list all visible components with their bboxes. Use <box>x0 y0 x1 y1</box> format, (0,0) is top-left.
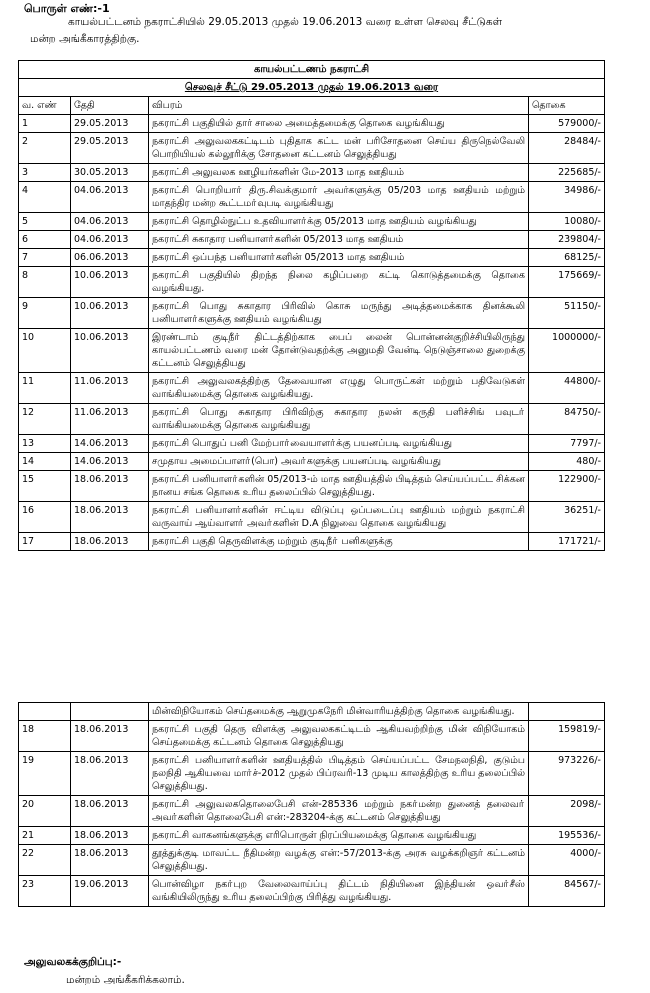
details-cell: நகராட்சி பகுதியில் தார் சாலை அமைத்தமைக்கு தொகை வழங்கியது <box>149 115 529 133</box>
serial-cell: 16 <box>19 502 71 533</box>
serial-cell: 8 <box>19 267 71 298</box>
date-cell: 18.06.2013 <box>71 533 149 551</box>
date-cell: 18.06.2013 <box>71 721 149 752</box>
details-cell: நகராட்சி பகுதி தெரு விளக்கு அலுவலககட்டிடம் ஆகியவற்றிற்கு மின் விநியோகம் செய்தமைக்கு கட்டனம் தொகை செலுத்தியது <box>149 721 529 752</box>
amount-cell: 973226/- <box>529 752 605 796</box>
serial-cell: 6 <box>19 231 71 249</box>
date-cell: 18.06.2013 <box>71 471 149 502</box>
table-row <box>19 298 605 329</box>
table-row <box>19 435 605 453</box>
office-note-label: அலுவலகக்குறிப்பு:- <box>24 956 122 968</box>
expense-table <box>18 60 605 551</box>
serial-cell: 23 <box>19 876 71 907</box>
date-cell: 18.06.2013 <box>71 796 149 827</box>
date-cell: 10.06.2013 <box>71 298 149 329</box>
amount-cell: 579000/- <box>529 115 605 133</box>
amount-cell: 28484/- <box>529 133 605 164</box>
details-cell: சமுதாய அமைப்பாளா்(பொ) அவா்களுக்கு பயனப்படி வழங்கியது <box>149 453 529 471</box>
amount-cell: 239804/- <box>529 231 605 249</box>
amount-cell: 480/- <box>529 453 605 471</box>
serial-cell: 5 <box>19 213 71 231</box>
date-cell: 30.05.2013 <box>71 164 149 182</box>
table-row <box>19 845 605 876</box>
serial-cell: 19 <box>19 752 71 796</box>
table-row <box>19 404 605 435</box>
serial-cell: 21 <box>19 827 71 845</box>
subject-text <box>30 14 610 48</box>
details-cell: நகராட்சி ஒப்பந்த பனியாளா்களின் 05/2013 மாத ஊதியம் <box>149 249 529 267</box>
details-cell: நகராட்சி பொது சுகாதார பிரிவிற்கு சுகாதார நலன் கருதி பளிச்சிங் பவுடா் வாங்கியமைக்கு தொகை வழங்கியது <box>149 404 529 435</box>
details-cell: தூத்துக்குடி மாவட்ட நீதிமன்ற வழக்கு என்:-57/2013-க்கு அரசு வழக்கறிஞர் கட்டனம் செலுத்தியது. <box>149 845 529 876</box>
amount-cell: 2098/- <box>529 796 605 827</box>
subject-line-1: காயல்பட்டனம் நகராட்சியில் 29.05.2013 முதல் 19.06.2013 வரை உள்ள செலவு சீட்டுகள் <box>68 16 503 28</box>
details-cell: நகராட்சி பனியாளா்களின் ஈட்டிய விடுப்பு ஒப்படைப்பு ஊதியம் மற்றும் நகராட்சி வருவாய் ஆய்வாளா் அவா்களின் D.A நிலுவை தொகை வழங்கியது <box>149 502 529 533</box>
serial-cell: 3 <box>19 164 71 182</box>
table-row <box>19 453 605 471</box>
table-title: காயல்பட்டணம் நகராட்சி <box>19 61 605 79</box>
expense-table-continued <box>18 702 605 907</box>
table-row <box>19 133 605 164</box>
amount-cell: 44800/- <box>529 373 605 404</box>
column-header-serial: வ. எண் <box>19 97 71 115</box>
table-row <box>19 876 605 907</box>
amount-cell: 1000000/- <box>529 329 605 373</box>
date-cell: 04.06.2013 <box>71 213 149 231</box>
column-header-details: விபரம் <box>149 97 529 115</box>
table-row <box>19 329 605 373</box>
details-cell: பொன்விழா நகா்புற வேலைவாய்ப்பு திட்டம் நிதியினை இந்தியன் ஒவா்சீஸ் வங்கியிலிருந்து உரிய தலைப்பிற்கு பிரித்து வழங்கியது. <box>149 876 529 907</box>
table-row <box>19 115 605 133</box>
details-cell: நகராட்சி அலுவலககட்டிடம் புதிதாக கட்ட மன் பரிசோதனை செய்ய திருநெல்வேலி பொறியியல் கல்லூரிக்கு சோதனை கட்டனம் செலுத்தியது <box>149 133 529 164</box>
expense-table-continued-body <box>19 703 605 907</box>
date-cell: 04.06.2013 <box>71 182 149 213</box>
office-note-text: மன்றம் அங்கீகரிக்கலாம். <box>66 974 185 986</box>
serial-cell: 10 <box>19 329 71 373</box>
amount-cell: 34986/- <box>529 182 605 213</box>
date-cell: 18.06.2013 <box>71 752 149 796</box>
table-row-continuation <box>19 703 605 721</box>
amount-cell: 4000/- <box>529 845 605 876</box>
serial-cell: 20 <box>19 796 71 827</box>
date-cell: 10.06.2013 <box>71 329 149 373</box>
details-cell: நகராட்சி பனியாளா்களின் 05/2013-ம் மாத ஊதியத்தில் பிடித்தம் செய்யப்பட்ட சிக்கன நானய சங்க தொகை உரிய தலைப்பில் செலுத்தியது. <box>149 471 529 502</box>
details-cell: நகராட்சி சுகாதார பனியாளா்களின் 05/2013 மாத ஊதியம் <box>149 231 529 249</box>
amount-cell: 51150/- <box>529 298 605 329</box>
date-cell: 14.06.2013 <box>71 435 149 453</box>
column-header-date: தேதி <box>71 97 149 115</box>
serial-cell: 9 <box>19 298 71 329</box>
table-title-row <box>19 61 605 79</box>
details-cell: நகராட்சி வாகனங்களுக்கு எரிபொருள் நிரப்பியமைக்கு தொகை வழங்கியது <box>149 827 529 845</box>
column-header-amount: தொகை <box>529 97 605 115</box>
table-row <box>19 164 605 182</box>
table-row <box>19 373 605 404</box>
details-cell: நகராட்சி தொழில்நுட்ப உதவியாளா்க்கு 05/2013 மாத ஊதியம் வழங்கியது <box>149 213 529 231</box>
date-cell: 29.05.2013 <box>71 133 149 164</box>
date-cell: 18.06.2013 <box>71 845 149 876</box>
subject-line-2: மன்ற அங்கீகாரத்திற்கு. <box>30 33 140 45</box>
table-row <box>19 827 605 845</box>
table-row <box>19 231 605 249</box>
table-row <box>19 533 605 551</box>
date-cell: 11.06.2013 <box>71 373 149 404</box>
amount-cell: 122900/- <box>529 471 605 502</box>
table-row <box>19 182 605 213</box>
serial-cell: 1 <box>19 115 71 133</box>
amount-cell: 7797/- <box>529 435 605 453</box>
serial-cell: 12 <box>19 404 71 435</box>
amount-cell: 175669/- <box>529 267 605 298</box>
date-cell: 29.05.2013 <box>71 115 149 133</box>
table-subtitle-row <box>19 79 605 97</box>
serial-cell: 18 <box>19 721 71 752</box>
amount-cell: 171721/- <box>529 533 605 551</box>
details-cell: நகராட்சி பகுதியில் திறந்த நிலை கழிப்பறை கட்டி கொடுத்தமைக்கு தொகை வழங்கியது. <box>149 267 529 298</box>
table-row <box>19 471 605 502</box>
subject-number-label: பொருள் எண்:-1 <box>24 2 110 15</box>
table-row <box>19 267 605 298</box>
serial-cell: 2 <box>19 133 71 164</box>
expense-table-body <box>19 61 605 551</box>
table-row <box>19 249 605 267</box>
serial-cell: 14 <box>19 453 71 471</box>
details-cell: நகராட்சி பொது சுகாதார பிரிவில் கொசு மருந்து அடித்தமைக்காக தினக்கூலி பனியாளா்களுக்கு ஊதியம் வழங்கியது <box>149 298 529 329</box>
serial-cell: 17 <box>19 533 71 551</box>
amount-cell: 68125/- <box>529 249 605 267</box>
details-cell: நகராட்சி பகுதி தெருவிளக்கு மற்றும் குடிநீா் பனிகளுக்கு <box>149 533 529 551</box>
serial-cell: 15 <box>19 471 71 502</box>
amount-cell: 159819/- <box>529 721 605 752</box>
amount-cell: 10080/- <box>529 213 605 231</box>
details-cell: நகராட்சி பொறியாா் திரு.சிவக்குமார் அவர்களுக்கு 05/203 மாத ஊதியம் மற்றும் மாதந்திர மன்ற கூட்டமா்வுபடி வழங்கியது <box>149 182 529 213</box>
table-subtitle: செலவுச் சீட்டு 29.05.2013 முதல் 19.06.2013 வரை <box>19 79 605 97</box>
serial-cell: 4 <box>19 182 71 213</box>
details-cell: நகராட்சி அலுவலகத்திற்கு தேவையான எழுது பொருட்கள் மற்றும் பதிவேடுகள் வாங்கியமைக்கு தொகை வழங்கியது. <box>149 373 529 404</box>
table-row <box>19 752 605 796</box>
table-row <box>19 796 605 827</box>
table-header-row <box>19 97 605 115</box>
serial-cell: 7 <box>19 249 71 267</box>
amount-cell: 84750/- <box>529 404 605 435</box>
details-cell: நகராட்சி அலுவலகதொலைபேசி என்-285336 மற்றும் நகா்மன்ற துனைத் தலைவா் அவா்களின் தொலைபேசி என்:-283204-க்கு கட்டனம் செலுத்தியது <box>149 796 529 827</box>
details-cell: நகராட்சி அலுவலக ஊழியர்களின் மே-2013 மாத ஊதியம் <box>149 164 529 182</box>
serial-cell: 13 <box>19 435 71 453</box>
date-cell: 06.06.2013 <box>71 249 149 267</box>
amount-cell: 225685/- <box>529 164 605 182</box>
serial-cell: 11 <box>19 373 71 404</box>
amount-cell: 84567/- <box>529 876 605 907</box>
date-cell: 19.06.2013 <box>71 876 149 907</box>
date-cell: 11.06.2013 <box>71 404 149 435</box>
table-row <box>19 213 605 231</box>
date-cell: 04.06.2013 <box>71 231 149 249</box>
row-17-continued-details: மின்விநியோகம் செய்தமைக்கு ஆறுமுகநேரி மின்வாரியத்திற்கு தொகை வழங்கியது. <box>149 703 529 721</box>
details-cell: நகராட்சி பனியாளா்களின் ஊதியத்தில் பிடித்தம் செய்யப்பட்ட சேமநலநிதி, குடும்ப நலநிதி ஆகியவை மாா்ச்-2012 முதல் பிப்ரவரி-13 முடிய காலத்திற்கு உரிய தலைப்பில் செலுத்தியது. <box>149 752 529 796</box>
amount-cell: 195536/- <box>529 827 605 845</box>
details-cell: நகராட்சி பொதுப் பனி மேற்பாா்வையாளா்க்கு பயனப்படி வழங்கியது <box>149 435 529 453</box>
serial-cell: 22 <box>19 845 71 876</box>
details-cell: இரண்டாம் குடிநீா் திட்டத்திற்காக பைப் லைன் பொன்னன்குறிச்சியிலிருந்து காயல்பட்டணம் வரை மன் தோன்டுவதற்க்கு அனுமதி வேன்டி நெடுஞ்சாலை துறைக்கு கட்டனம் செலுத்தியது <box>149 329 529 373</box>
table-row <box>19 721 605 752</box>
table-row <box>19 502 605 533</box>
date-cell: 14.06.2013 <box>71 453 149 471</box>
date-cell: 18.06.2013 <box>71 827 149 845</box>
amount-cell: 36251/- <box>529 502 605 533</box>
date-cell: 18.06.2013 <box>71 502 149 533</box>
date-cell: 10.06.2013 <box>71 267 149 298</box>
